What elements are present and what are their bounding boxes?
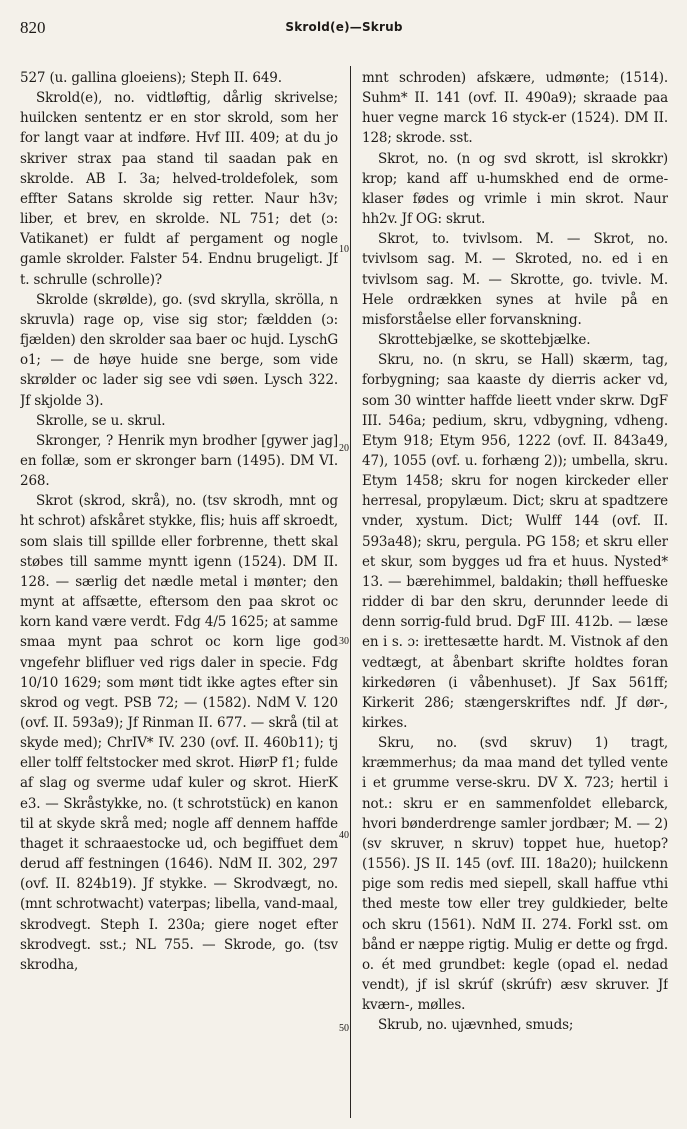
entry-skrottebjaelke: Skrottebjælke, se skottebjælke. [378,332,591,349]
entry-skrot-krop: Skrot, no. (n og svd skrott, isl skrokkr) krop; kand aff u-humskhed end de orme-klaser fødes og vrimle i min skrot. Naur hh2v. Jf OG: skrut. [362,150,668,228]
entry-skrub: Skrub, no. ujævnhed, smuds; [378,1017,574,1034]
entry-skrolde: Skrolde (skrølde), go. (svd skrylla, skrölla, n skruvla) rage op, vise sig stor; fældden (ɔ: fjælden) den skrolder saa baer oc hujd. LyschG o1; — de høye huide sne berge, som vide skrølder oc lader sig see vdi søen. Lysch 322. Jf skjolde 3). [20,291,338,409]
column-divider [350,66,351,1118]
line-number-10: 10 [339,244,349,255]
entry-skrold: Skrold(e), no. vidtløftig, dårlig skrivelse; huilcken sententz er en stor skrold, som her for langt vaar at indføre. Hvf III. 409; at du jo skriver strax paa stand til saadan pak en skrolde. AB I. 3a; helved-troldefolek, som effter Satans skrolde sig retter. Naur h3v; liber, et brev, en skrolde. NL 751; det (ɔ: Vatikanet) er fuldt af pergament og nogle gamle skrolder. Falster 54. Endnu brugeligt. Jf t. schrulle (schrolle)? [20,90,338,288]
entry-skrot: Skrot (skrod, skrå), no. (tsv skrodh, mnt og ht schrot) afskåret stykke, flis; huis aff skroedt, som slais till spillde eller forbrenne, thett skal støbes till samme myntt igenn (1524). DM II. 128. — særlig det nædle metal i mønter; den mynt at affsætte, eftersom den paa skrot oc korn kand være verdt. Fdg 4/5 1625; at samme smaa mynt paa schrot oc korn lige god vngefehr blifluer ved rigs daler in specie. Fdg 10/10 1629; som mønt tidt ikke agtes efter sin skrod og vegt. PSB 72; — (1582). NdM V. 120 (ovf. II. 593a9); Jf Rinman II. 677. — skrå (til at skyde med); ChrIV* IV. 230 (ovf. II. 460b11); tj eller tolff feltstocker med skrot. HiørP f1; fulde af slag og sverme udaf kuler og skrot. HierK e3. — Skråstykke, no. (t schrotstück) en kanon til at skyde skrå med; nogle aff dennem haffde thaget it schraaestocke ud, och begiffuet dem derud aff festningen (1646). NdM II. 302, 297 (ovf. II. 824b19). Jf stykke. — Skrodvægt, no. (mnt schrotwacht) vaterpas; libella, vand-maal, skrodvegt. Steph I. 230a; giere noget efter skrodvegt. sst.; NL 755. — Skrode, go. (tsv skrodha, [20,493,338,973]
entry-skrolle: Skrolle, se u. skrul. [36,412,166,429]
line-number-50: 50 [339,1023,349,1034]
line-number-30: 30 [339,636,349,647]
entry-skronger: Skronger, ? Henrik myn brodher [gywer jag] en follæ, som er skronger barn (1495). DM VI. 268. [20,432,338,490]
entry-skru-tragt: Skru, no. (svd skruv) 1) tragt, kræmmerhus; da maa mand det tylled vente i et grumme verse-skru. DV X. 723; hertil i not.: skru er en sammenfoldet ellebarck, hvori bønderdrenge samler jordbær; M. — 2) (sv skruver, n skruv) toppet hue, huetop? (1556). JS II. 145 (ovf. III. 18a20); huilckenn pige som redis med siepell, skall haffue vthi thed meste tow eller trey guldkieder, belte och skru (1561). NdM II. 274. Forkl sst. om bånd er næppe rigtig. Mulig er dette og frgd. o. ét med grundbet: kegle (opad el. nedad vendt), jf isl skrúf (skrúfr) æsv skruver. Jf kværn-, mølles. [362,735,668,1014]
left-column [20,68,338,1116]
continued-text: mnt schroden) afskære, udmønte; (1514). Suhm* II. 141 (ovf. II. 490a9); skraade paa huer vegne marck 16 styck-er (1524). DM II. 128; skrode. sst. [362,70,668,147]
page-number: 820 [20,18,46,37]
entry-skru-skaerm: Skru, no. (n skru, se Hall) skærm, tag, forbygning; saa kaaste dy dierris acker vd, som 30 wintter haffde lieett vnder skrw. DgF III. 546a; pedium, skru, vdbygning, vdheng. Etym 918; Etym 956, 1222 (ovf. II. 843a49, 47), 1055 (ovf. u. forhæng 2)); umbella, skru. Etym 1458; skru for nogen kirckeder eller herresal, propylæum. Dict; skru at spadtzere vnder, xystum. Dict; Wulff 144 (ovf. II. 593a48); skru, pergula. PG 158; et skru eller et skur, som bygges ud fra et huus. Nysted* 13. — bærehimmel, baldakin; thøll heffueske ridder di bar den skru, derunnder leede di denn sorrig-fuld brud. DgF III. 412b. — læse en i s. ɔ: irettesætte hardt. M. Vistnok af den vedtægt, at åbenbart skrifte holdtes foran kirkedøren (i våbenhuset). Jf Sax 561ff; Kirkerit 286; stængerskriftes ndf. Jf dør-, kirkes. [362,352,668,731]
line-number-40: 40 [339,830,349,841]
page-header [20,18,668,42]
line-number-20: 20 [339,443,349,454]
continued-text: 527 (u. gallina gloeiens); Steph II. 649. [20,70,282,86]
right-column [362,68,668,1116]
entry-skrot-tvivlsom: Skrot, to. tvivlsom. M. — Skrot, no. tvivlsom sag. M. — Skroted, no. ed i en tvivlsom sag. M. — Skrotte, go. tvivle. M. Hele ordrækken synes at hvile på en misforståelse eller forvanskning. [362,231,668,328]
running-head: Skrold(e)—Skrub [285,20,403,34]
